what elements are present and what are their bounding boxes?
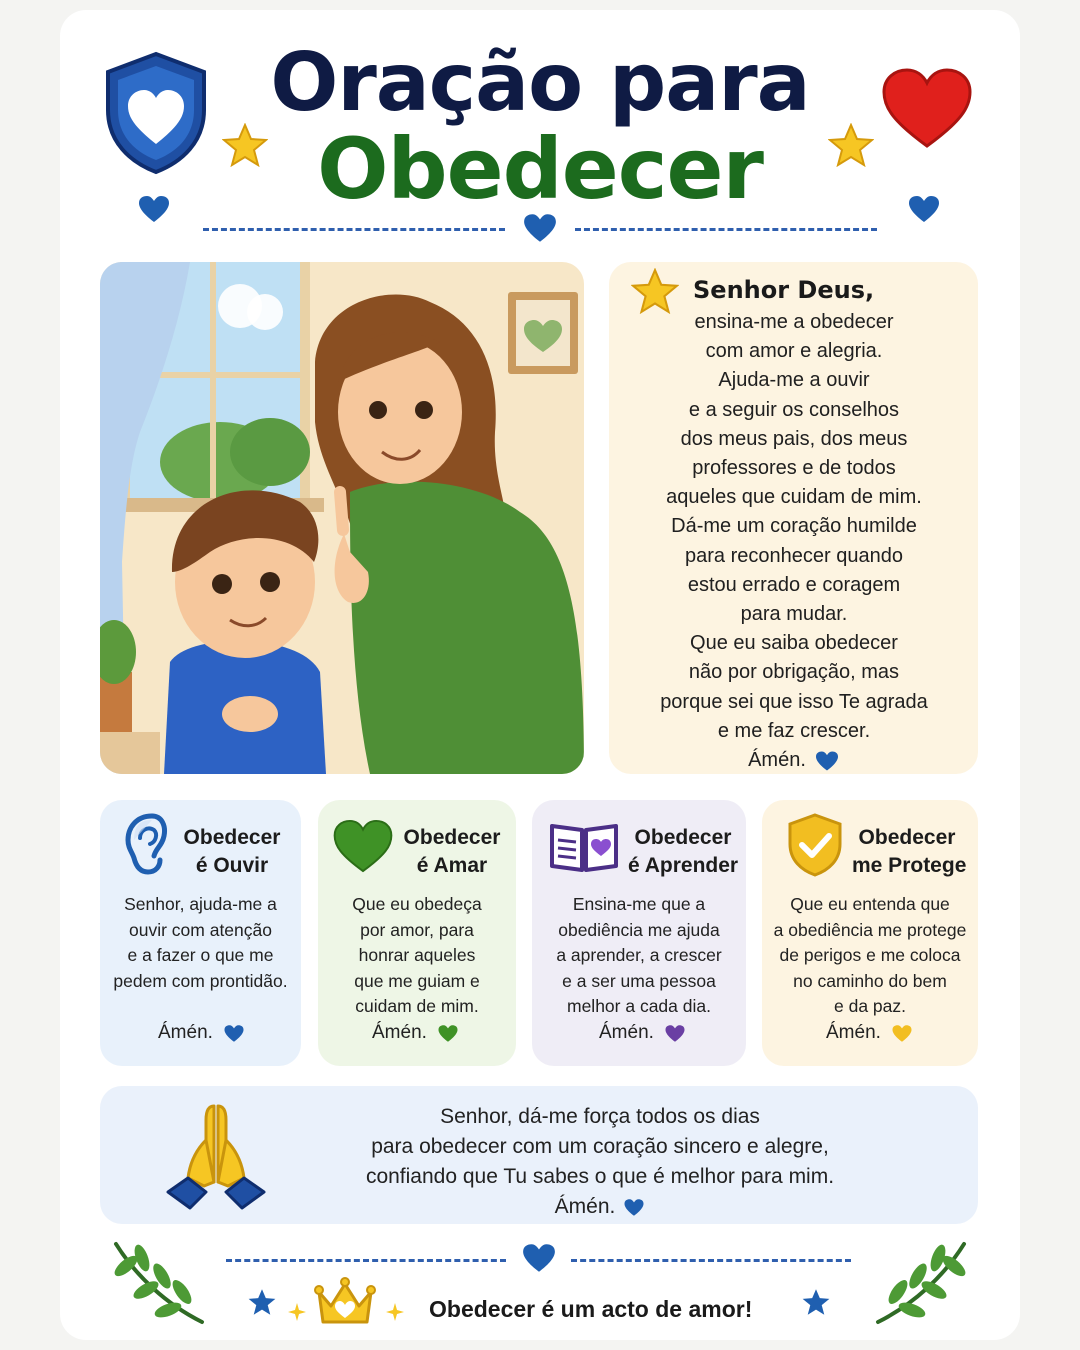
green-heart-icon — [437, 1024, 459, 1043]
card-title — [402, 824, 502, 880]
card-body-line: Ensina-me que a — [572, 894, 706, 914]
card-amen-text: Ámén. — [372, 1022, 427, 1043]
card-amen-text: Ámén. — [599, 1022, 654, 1043]
card-obedecer-protege — [762, 800, 978, 1066]
prayer-line: estou errado e coragem — [687, 573, 901, 596]
card-title-line: Obedecer — [634, 826, 732, 849]
prayer-line: não por obrigação, mas — [688, 661, 900, 684]
card-title-line: me Protege — [852, 854, 967, 877]
card-obedecer-amar — [318, 800, 516, 1066]
prayer-line: para mudar. — [740, 603, 848, 626]
final-prayer-text — [280, 1102, 920, 1222]
final-prayer-line: para obedecer com um coração sincero e alegre, — [371, 1135, 829, 1158]
prayer-line: para reconhecer quando — [685, 544, 903, 567]
card-body-line: ouvir com atenção — [129, 919, 272, 940]
card-body — [318, 892, 516, 1020]
page-title-line2: Obedecer — [317, 120, 763, 218]
praying-hands-icon — [164, 1100, 268, 1212]
final-prayer-line: Senhor, dá-me força todos os dias — [440, 1105, 760, 1128]
card-title — [628, 824, 738, 880]
card-body — [532, 892, 746, 1020]
blue-heart-icon — [137, 194, 171, 224]
dashed-divider — [203, 228, 505, 231]
prayer-line: dos meus pais, dos meus — [680, 427, 908, 450]
card-body — [762, 892, 978, 1020]
card-title-line: Obedecer — [403, 826, 501, 849]
card-body-line: e a fazer o que me — [127, 945, 274, 966]
final-prayer-line: confiando que Tu sabes o que é melhor para mim. — [365, 1165, 835, 1188]
card-body-line: a aprender, a crescer — [556, 945, 722, 966]
prayer-line: ensina-me a obedecer — [694, 311, 894, 333]
card-title-line: é Ouvir — [195, 854, 269, 877]
prayer-greeting: Senhor Deus, — [693, 276, 875, 304]
laurel-branch-icon — [106, 1236, 208, 1328]
card-title — [182, 824, 282, 880]
card-amen-text: Ámén. — [158, 1022, 213, 1043]
card-amen — [599, 1022, 686, 1044]
yellow-heart-icon — [891, 1024, 913, 1043]
blue-heart-icon — [907, 194, 941, 224]
card-body-line: e a ser uma pessoa — [562, 970, 716, 991]
card-body-line: Que eu obedeça — [352, 894, 482, 914]
card-amen — [372, 1022, 459, 1044]
card-body-line: no caminho do bem — [793, 970, 947, 991]
card-title-line: Obedecer — [858, 826, 956, 849]
card-body-line: a obediência me protege — [773, 919, 967, 940]
card-body-line: que me guiam e — [354, 970, 480, 991]
final-prayer-card — [100, 1086, 978, 1224]
card-body-line: pedem com prontidão. — [113, 970, 288, 991]
book-icon — [548, 818, 620, 874]
blue-heart-icon — [521, 1242, 557, 1274]
shield-check-icon — [786, 812, 844, 878]
card-body-line: obediência me ajuda — [558, 919, 720, 940]
laurel-branch-icon — [872, 1236, 974, 1328]
card-body-line: cuidam de mim. — [355, 996, 479, 1017]
dashed-divider — [571, 1259, 851, 1262]
card-body-line: melhor a cada dia. — [567, 996, 711, 1017]
blue-star-icon — [247, 1288, 277, 1316]
prayer-line: e me faz crescer. — [717, 719, 871, 742]
prayer-line: Ajuda-me a ouvir — [718, 369, 870, 392]
blue-heart-icon — [223, 1024, 245, 1043]
sparkle-icon — [386, 1303, 404, 1321]
prayer-line: Que eu saiba obedecer — [690, 632, 898, 655]
footer-motto: Obedecer é um acto de amor! — [429, 1296, 753, 1322]
main-prayer-card — [609, 262, 978, 774]
card-title-line: é Amar — [416, 854, 488, 877]
card-body-line: e da paz. — [834, 996, 906, 1017]
card-title — [852, 824, 967, 880]
card-amen-text: Ámén. — [826, 1022, 881, 1043]
prayer-line: e a seguir os conselhos — [688, 398, 900, 421]
card-body-line: Que eu entenda que — [790, 894, 950, 914]
final-prayer-amen: Ámén. — [554, 1195, 616, 1218]
card-body-line: por amor, para — [360, 919, 474, 940]
sparkle-icon — [288, 1303, 306, 1321]
card-body-line: de perigos e me coloca — [779, 945, 961, 966]
green-heart-icon — [332, 818, 394, 874]
prayer-line: professores e de todos — [692, 457, 896, 480]
blue-heart-icon — [522, 212, 558, 244]
prayer-line: aqueles que cuidam de mim. — [666, 486, 922, 509]
blue-heart-icon — [623, 1198, 645, 1217]
card-obedecer-ouvir — [100, 800, 301, 1066]
card-body-line: Senhor, ajuda-me a — [124, 894, 277, 914]
prayer-text — [624, 308, 964, 775]
prayer-line: com amor e alegria. — [705, 340, 883, 363]
crown-icon — [313, 1276, 377, 1328]
card-title-line: Obedecer — [183, 826, 281, 849]
page-title-line1: Oração para — [270, 36, 810, 129]
blue-heart-icon — [814, 750, 840, 772]
card-amen — [826, 1022, 913, 1044]
prayer-line: Dá-me um coração humilde — [671, 515, 917, 538]
card-amen — [158, 1022, 245, 1044]
card-body-line: honrar aqueles — [358, 945, 476, 966]
prayer-line: porque sei que isso Te agrada — [660, 690, 928, 713]
dashed-divider — [575, 228, 877, 231]
card-obedecer-aprender — [532, 800, 746, 1066]
blue-star-icon — [801, 1288, 831, 1316]
mother-child-illustration — [100, 262, 584, 774]
card-title-line: é Aprender — [628, 854, 739, 877]
prayer-amen: Ámén. — [748, 749, 806, 772]
dashed-divider — [226, 1259, 506, 1262]
ear-icon — [122, 812, 168, 876]
purple-heart-icon — [664, 1024, 686, 1043]
card-body — [100, 892, 301, 994]
